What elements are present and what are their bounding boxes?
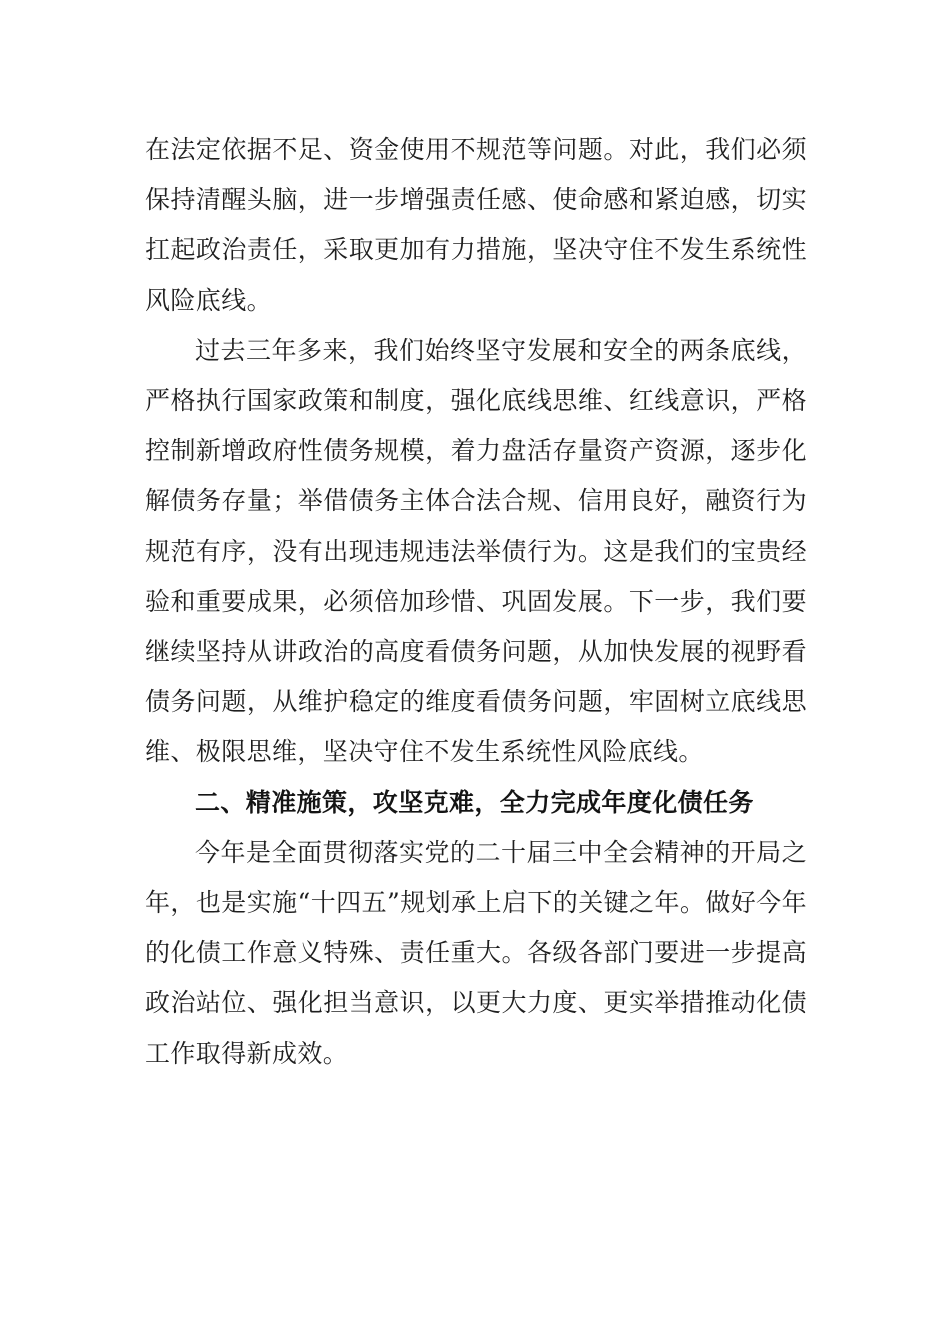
paragraph-this-year: 今年是全面贯彻落实党的二十届三中全会精神的开局之年，也是实施“十四五”规划承上启下的关键之年。做好今年的化债工作意义特殊、责任重大。各级各部门要进一步提高政治站位、强化担当意识，以更大力度、更实举措推动化债工作取得新成效。 (145, 837, 807, 1068)
paragraph-continuation: 在法定依据不足、资金使用不规范等问题。对此，我们必须保持清醒头脑，进一步增强责任感、使命感和紧迫感，切实扛起政治责任，采取更加有力措施，坚决守住不发生系统性风险底线。 (145, 135, 807, 315)
document-body (145, 125, 807, 1079)
section-heading: 二、精准施策，攻坚克难，全力完成年度化债任务 (195, 787, 754, 817)
paragraph-past-three-years: 过去三年多来，我们始终坚守发展和安全的两条底线，严格执行国家政策和制度，强化底线思维、红线意识，严格控制新增政府性债务规模，着力盘活存量资产资源，逐步化解债务存量；举借债务主体合法合规、信用良好，融资行为规范有序，没有出现违规违法举债行为。这是我们的宝贵经验和重要成果，必须倍加珍惜、巩固发展。下一步，我们要继续坚持从讲政治的高度看债务问题，从加快发展的视野看债务问题，从维护稳定的维度看债务问题，牢固树立底线思维、极限思维，坚决守住不发生系统性风险底线。 (145, 335, 807, 767)
